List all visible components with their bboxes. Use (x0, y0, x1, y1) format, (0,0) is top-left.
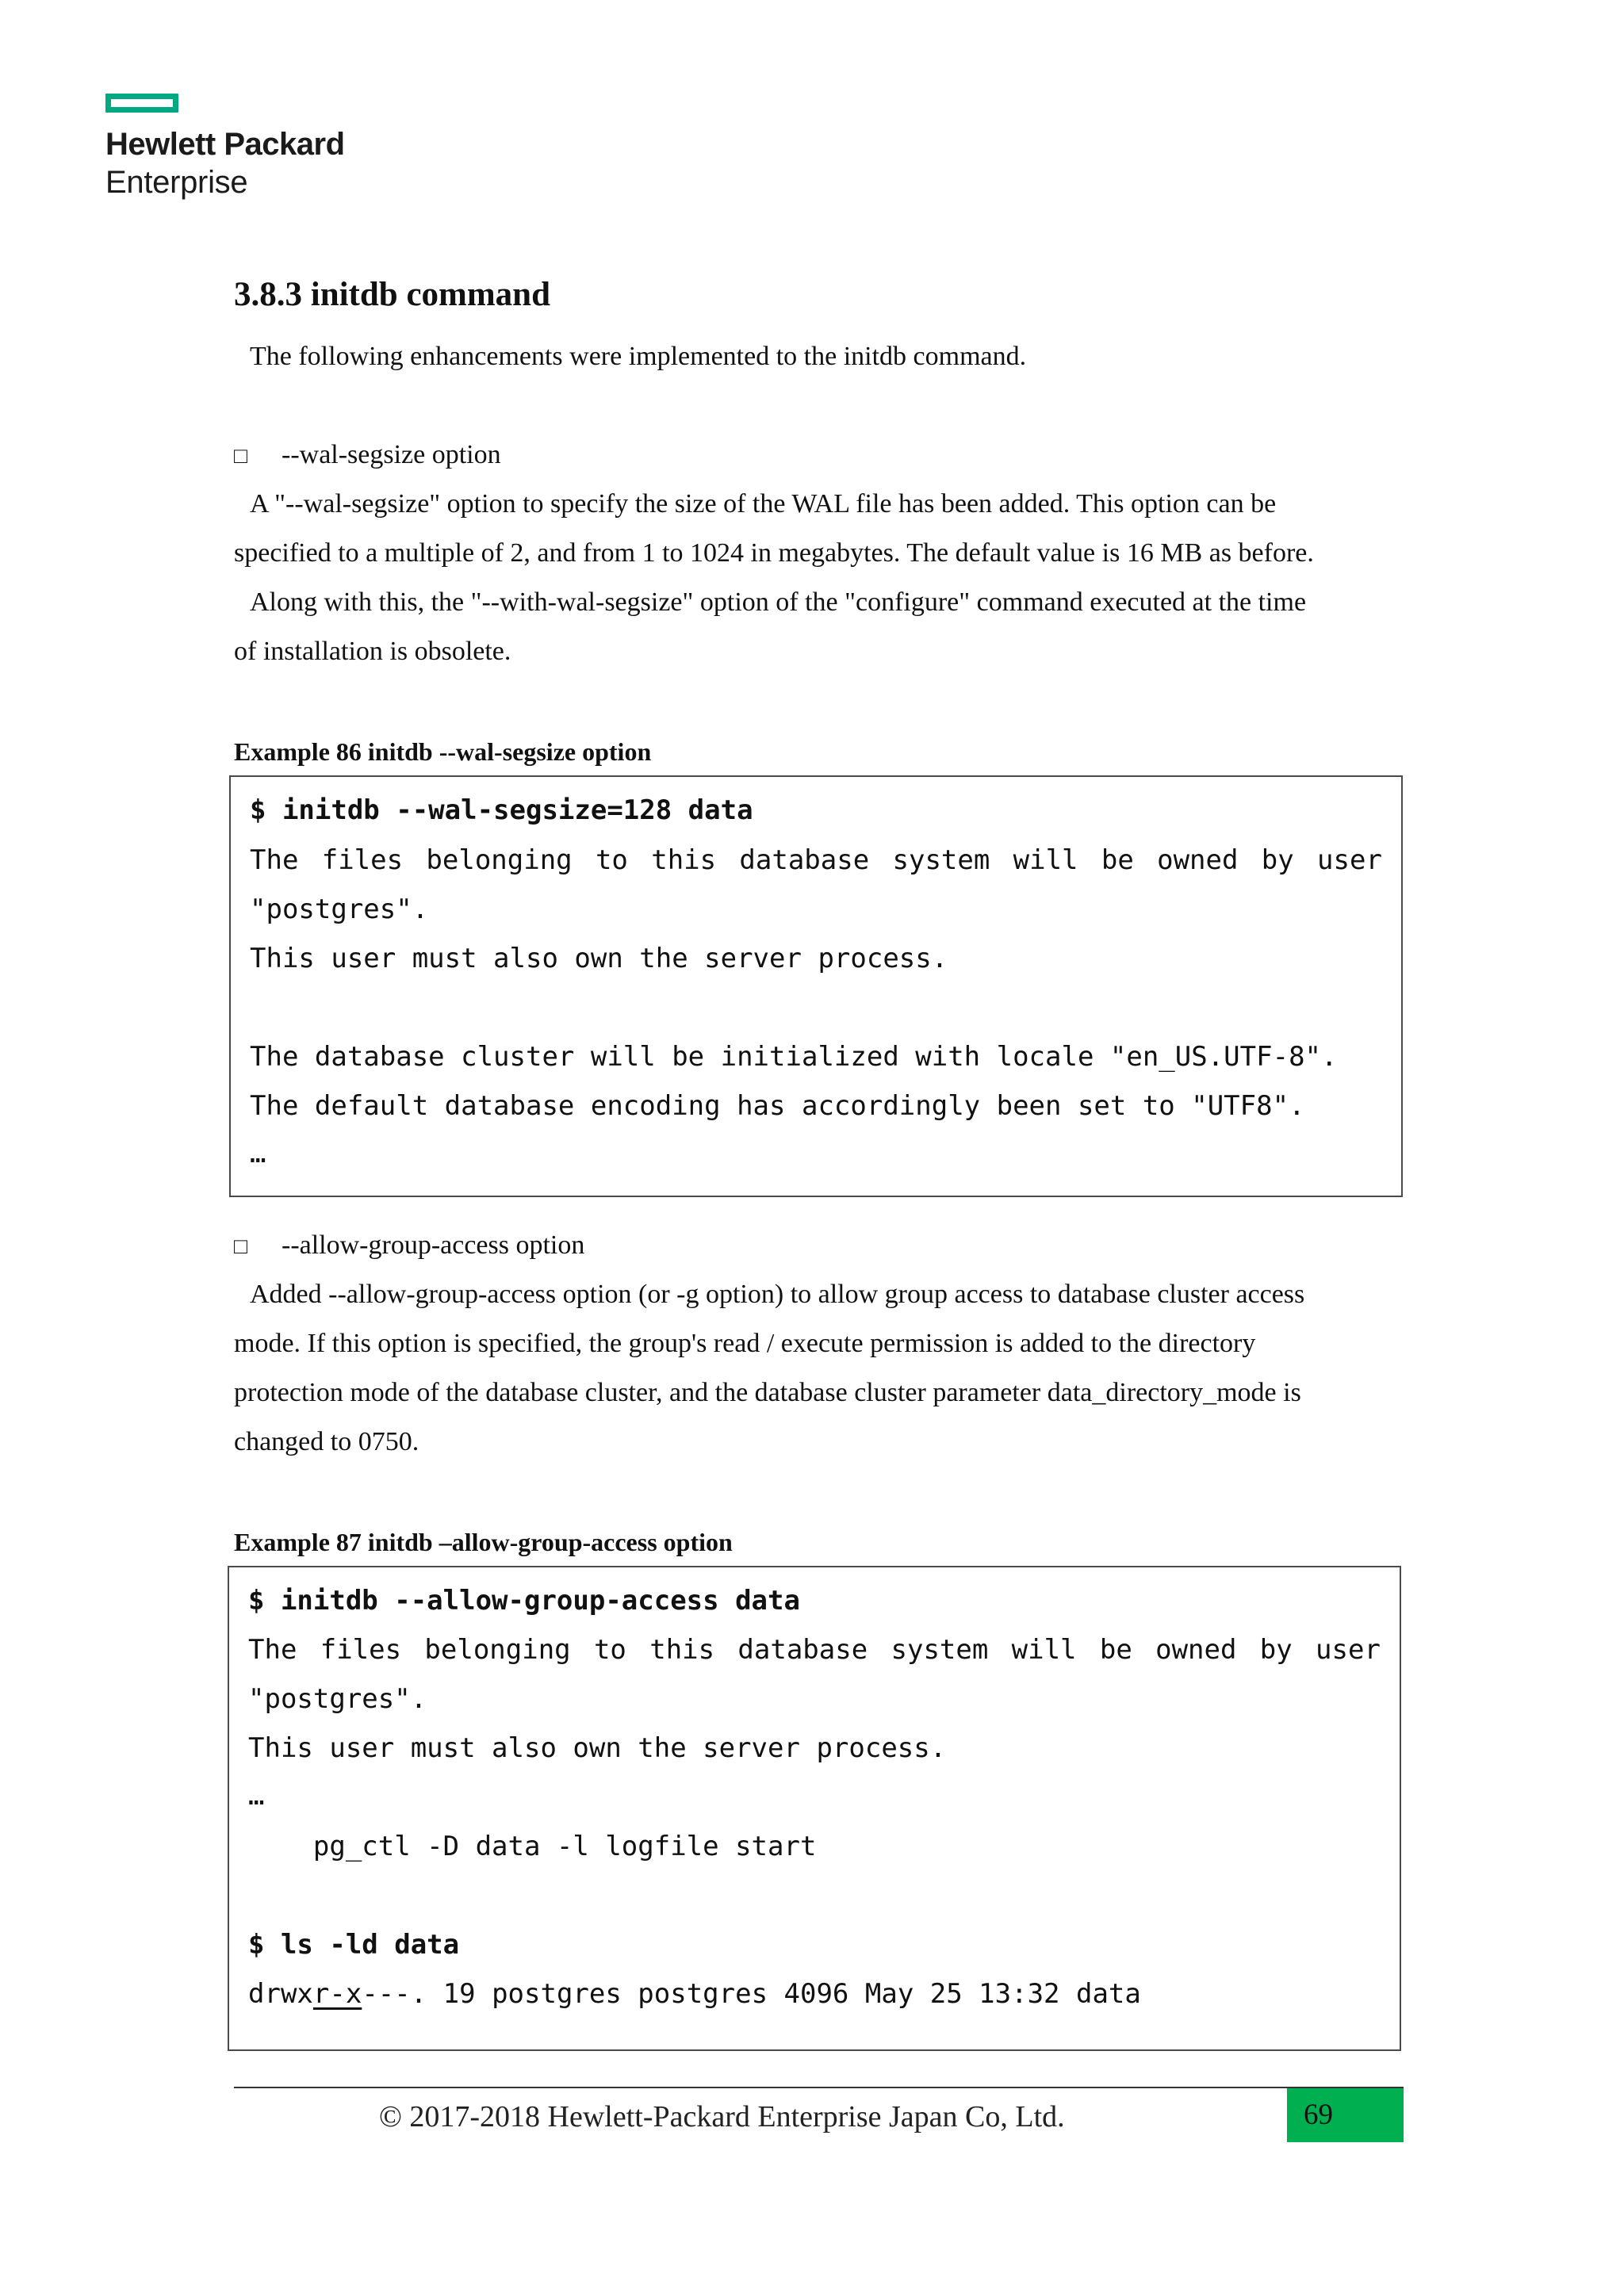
wal-segsize-paragraph-line: specified to a multiple of 2, and from 1 to 1024 in megabytes. The default value is 16 MB as before. (234, 538, 1314, 568)
code-ellipsis: … (250, 1138, 266, 1169)
code-word: be (1101, 844, 1134, 876)
code-word: system (892, 844, 990, 876)
group-access-paragraph-line: Added --allow-group-access option (or -g option) to allow group access to database cluster access (250, 1280, 1305, 1309)
code-word: by (1261, 844, 1294, 876)
ls-permission-suffix: ---. 19 postgres postgres 4096 May 25 13:32 data (362, 1978, 1141, 2010)
code-word: will (1011, 1634, 1077, 1666)
code-word: owned (1155, 1634, 1237, 1666)
group-access-paragraph-line: mode. If this option is specified, the group's read / execute permission is added to the directory (234, 1329, 1256, 1358)
group-access-paragraph-line: changed to 0750. (234, 1427, 419, 1456)
code-word: files (321, 844, 404, 876)
wal-segsize-title-text: --wal-segsize option (282, 440, 501, 469)
code-word: be (1099, 1634, 1132, 1666)
code-word: database (739, 844, 870, 876)
code-word: The (250, 844, 299, 876)
bullet-icon: □ (234, 1234, 247, 1259)
hpe-logo-mark (105, 94, 178, 113)
code-word: this (651, 844, 717, 876)
group-access-title-text: --allow-group-access option (282, 1230, 585, 1260)
wal-segsize-paragraph-line: Along with this, the "--with-wal-segsize" option of the "configure" command executed at the time (250, 587, 1307, 617)
code-word: user (1316, 1634, 1381, 1666)
code-output-line (250, 844, 1382, 876)
wal-segsize-paragraph-line: A "--wal-segsize" option to specify the size of the WAL file has been added. This option can be (250, 489, 1277, 519)
code-word: user (1317, 844, 1382, 876)
code-output-line: The default database encoding has accordingly been set to "UTF8". (250, 1090, 1305, 1122)
bullet-icon: □ (234, 444, 247, 469)
code-ellipsis: … (248, 1780, 265, 1812)
hpe-logo (105, 94, 375, 205)
code-command: $ ls -ld data (248, 1929, 460, 1961)
code-command: $ initdb --allow-group-access data (248, 1585, 800, 1617)
code-word: by (1259, 1634, 1293, 1666)
code-word: files (320, 1634, 402, 1666)
code-word: belonging (426, 844, 573, 876)
section-intro: The following enhancements were implemented to the initdb command. (250, 342, 1027, 371)
wal-segsize-paragraph-line: of installation is obsolete. (234, 637, 511, 666)
code-word: The (248, 1634, 297, 1666)
code-output-line (248, 1634, 1381, 1666)
logo-text-line2: Enterprise (105, 165, 248, 200)
ls-group-permission: r-x (312, 1978, 362, 2010)
example-86-caption: Example 86 initdb --wal-segsize option (234, 737, 652, 766)
code-output-line: The database cluster will be initialized with locale "en_US.UTF-8". (250, 1041, 1338, 1073)
page-number-box (1287, 2088, 1404, 2142)
code-output-line: This user must also own the server process. (250, 943, 948, 974)
code-output-line: This user must also own the server process. (248, 1732, 947, 1764)
code-command: $ initdb --wal-segsize=128 data (250, 794, 753, 826)
group-access-paragraph-line: protection mode of the database cluster, and the database cluster parameter data_directory_mode is (234, 1378, 1301, 1407)
code-output-line: pg_ctl -D data -l logfile start (248, 1831, 817, 1862)
code-word: to (595, 844, 628, 876)
code-word: will (1013, 844, 1078, 876)
code-word: belonging (424, 1634, 571, 1666)
footer-rule (234, 2087, 1404, 2088)
ls-permission-prefix: drwx (248, 1978, 313, 2010)
code-output-line: "postgres". (250, 894, 429, 925)
code-word: system (891, 1634, 989, 1666)
code-output-line: "postgres". (248, 1683, 427, 1715)
section-heading: 3.8.3 initdb command (234, 276, 551, 313)
wal-segsize-title (234, 439, 501, 473)
page-number: 69 (1304, 2099, 1333, 2131)
footer-copyright: © 2017-2018 Hewlett-Packard Enterprise Japan Co, Ltd. (379, 2100, 1065, 2133)
code-word: owned (1157, 844, 1239, 876)
example-87-caption: Example 87 initdb –allow-group-access option (234, 1528, 733, 1556)
example-86-code-box (229, 775, 1403, 1197)
logo-text-line1: Hewlett Packard (105, 127, 345, 162)
code-word: database (737, 1634, 868, 1666)
code-word: to (593, 1634, 626, 1666)
code-word: this (649, 1634, 715, 1666)
example-87-code-box (228, 1566, 1401, 2051)
code-output-line (248, 1978, 1141, 2010)
group-access-title (234, 1230, 584, 1263)
